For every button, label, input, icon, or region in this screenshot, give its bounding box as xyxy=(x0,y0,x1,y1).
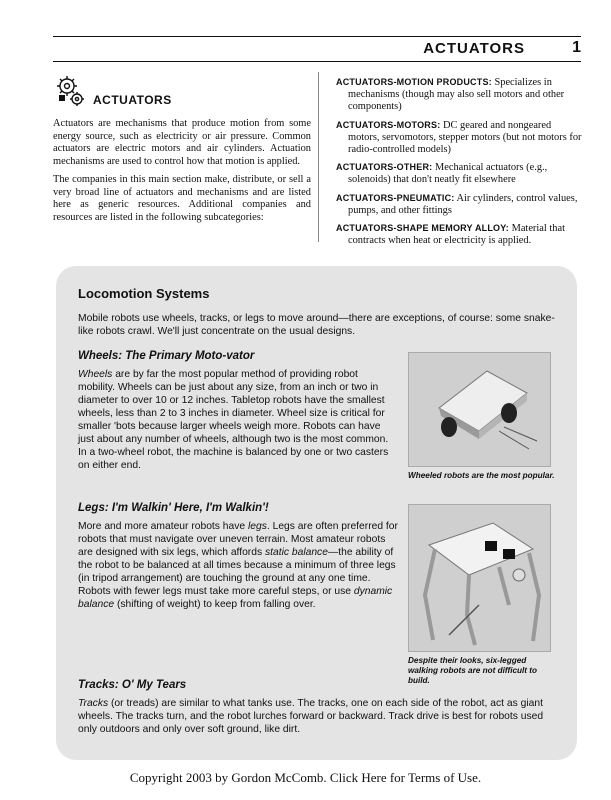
wheels-lead: Wheels xyxy=(78,369,113,380)
sidebar-intro: Mobile robots use wheels, tracks, or legs to move around—there are exceptions, of course: some snake-like robots crawl. We'll just concentrate on the usual designs. xyxy=(78,313,555,337)
locomotion-sidebar xyxy=(56,266,577,760)
category-term: ACTUATORS-OTHER: xyxy=(336,162,433,173)
legs-heading: Legs: I'm Walkin' Here, I'm Walkin'! xyxy=(78,502,269,514)
static-balance-term: static balance xyxy=(264,547,328,558)
category-term: ACTUATORS-MOTORS: xyxy=(336,119,441,130)
category-item xyxy=(336,76,582,114)
dynamic-balance-term: dynamic balance xyxy=(78,586,393,610)
category-term: ACTUATORS-MOTION PRODUCTS: xyxy=(336,77,492,87)
column-divider xyxy=(318,72,319,242)
legged-robot-illustration xyxy=(409,505,550,651)
wheels-paragraph xyxy=(78,368,396,472)
wheels-heading: Wheels: The Primary Moto-vator xyxy=(78,350,255,362)
wheels-text: are by far the most popular method of providing robot mobility. Wheels can be just about any size, from an inch or two in diameter to over 10 or 12 inches. Tabletop robots have the smallest wheels, less than 2 to 3 inches in diameter. Wheel size is critical for smaller 'bots because larger wheels weigh more. Robots can have just about any number of wheels, although two is the most common. In a two-wheel robot, the machine is balanced by one or two casters on either end. xyxy=(78,369,389,471)
section-title: ACTUATORS xyxy=(93,93,172,107)
tracks-lead: Tracks xyxy=(78,698,109,709)
wheeled-robot-caption: Wheeled robots are the most popular. xyxy=(408,471,555,480)
legs-text-2: . Legs are often preferred for robots that must navigate over uneven terrain. Most amateur robots are designed with six legs, which affords xyxy=(78,521,398,558)
page-number: 1 xyxy=(572,39,581,56)
section-paragraph-1: Actuators are mechanisms that produce motion from some energy source, such as electricity or air pressure. Common actuators are electric motors and air cylinders. Actuation mechanisms are used to control how that motion is applied. xyxy=(53,118,311,167)
tracks-paragraph xyxy=(78,697,560,736)
legs-text-4: (shifting of weight) to keep from falling over. xyxy=(114,599,316,610)
section-paragraph-2: The companies in this main section make, distribute, or sell a very broad line of actuators and mechanisms and are listed here as generic resources. Additional companies and resources are listed in the following subcategories: xyxy=(53,174,311,223)
category-desc: Specializes in mechanisms (though may also sell motors and other components) xyxy=(348,77,565,113)
category-item xyxy=(336,119,582,157)
legs-paragraph xyxy=(78,520,398,611)
legged-robot-caption: Despite their looks, six-legged walking robots are not difficult to build. xyxy=(408,656,538,685)
sidebar-title: Locomotion Systems xyxy=(78,286,210,301)
running-head: ACTUATORS xyxy=(423,40,525,57)
category-item xyxy=(336,192,582,217)
tracks-text: (or treads) are similar to what tanks use. The tracks, one on each side of the robot, act as giant wheels. The tracks turn, and the robot lurches forward or backward. Track drive is best for robots used only outdoors and only over soft ground, like dirt. xyxy=(78,698,544,735)
header-rule-bottom xyxy=(53,61,581,62)
category-desc: DC geared and nongeared motors, servomotors, stepper motors (but not motors for radio-controlled models) xyxy=(348,119,582,156)
legs-text-3: —the ability of the robot to be balanced at all times because a minimum of three legs (in tripod arrangement) are touching the ground at any one time. Robots with fewer legs must take more careful steps, or use xyxy=(78,547,396,597)
category-desc: Mechanical actuators (e.g., solenoids) that don't neatly fit elsewhere xyxy=(348,162,548,186)
left-column xyxy=(53,70,311,224)
category-term: ACTUATORS-SHAPE MEMORY ALLOY: xyxy=(336,223,509,234)
wheeled-robot-illustration xyxy=(409,353,550,466)
legged-robot-photo xyxy=(408,504,551,652)
header-rule xyxy=(53,36,581,37)
category-desc: Air cylinders, control values, pumps, and other fittings xyxy=(348,192,578,216)
section-heading xyxy=(53,70,311,112)
wheeled-robot-photo xyxy=(408,352,551,467)
tracks-heading: Tracks: O' My Tears xyxy=(78,679,187,691)
category-desc: Material that contracts when heat or electricity is applied. xyxy=(348,223,565,247)
right-column-categories xyxy=(336,76,582,252)
legs-term: legs xyxy=(247,521,267,532)
running-header xyxy=(53,38,581,60)
category-term: ACTUATORS-PNEUMATIC: xyxy=(336,192,455,203)
legs-text-1: More and more amateur robots have xyxy=(78,521,248,532)
category-item xyxy=(336,161,582,186)
gear-with-sprocket-icon xyxy=(53,73,89,109)
category-item xyxy=(336,222,582,247)
copyright-footer[interactable]: Copyright 2003 by Gordon McComb. Click Here for Terms of Use. xyxy=(129,770,482,785)
